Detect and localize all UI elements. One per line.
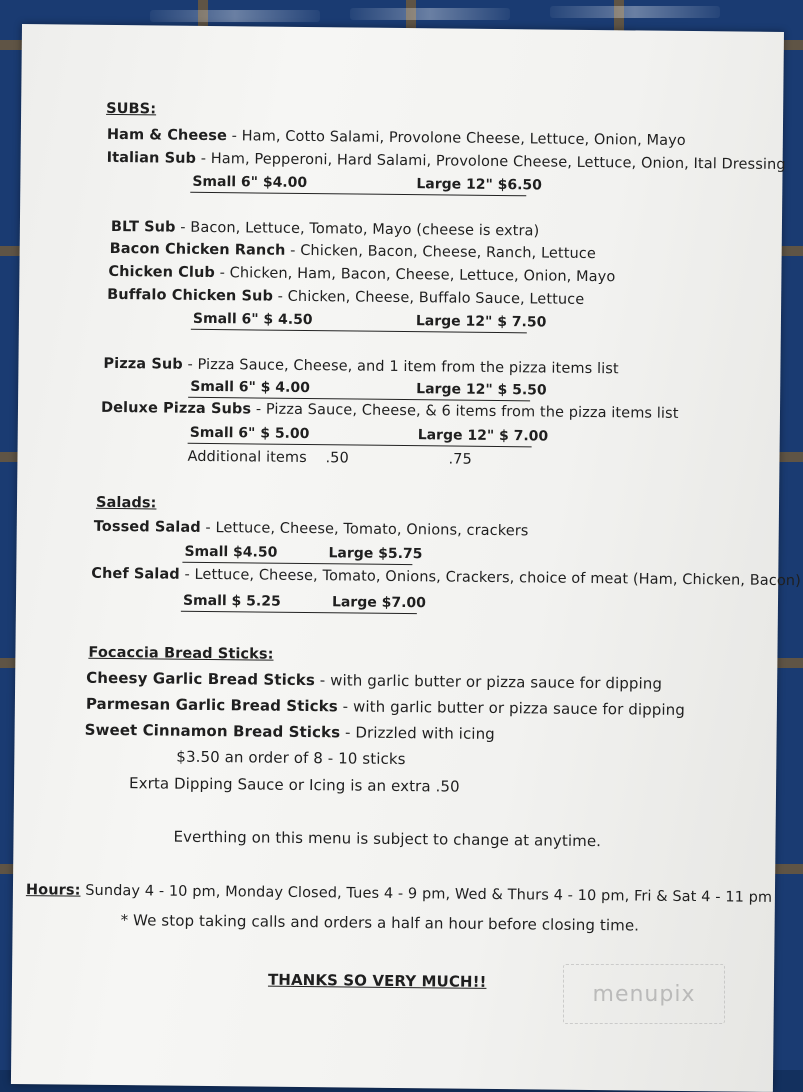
item-desc: - Lettuce, Cheese, Tomato, Onions, crackers [200,519,529,540]
item-name: Cheesy Garlic Bread Sticks [86,668,316,690]
additional-items-label: Additional items [187,448,307,467]
item-name: Italian Sub [106,149,197,167]
additional-small-price: .50 [325,450,349,467]
menu-item-parmesan-garlic [86,695,685,719]
bread-heading: Focaccia Bread Sticks: [88,644,274,663]
price-large: Large 12" $ 7.50 [415,313,547,331]
menu-paper [11,24,801,1092]
item-name: Buffalo Chicken Sub [107,286,274,305]
hours-text: Sunday 4 - 10 pm, Monday Closed, Tues 4 - 9 pm, Wed & Thurs 4 - 10 pm, Fri & Sat 4 - 11 pm [80,882,773,906]
hours-label: Hours: [25,882,81,899]
item-desc: - Lettuce, Cheese, Tomato, Onions, Crackers, choice of meat (Ham, Chicken, Bacon) [179,566,801,590]
item-name: BLT Sub [110,218,176,236]
price-row [182,543,423,565]
menu-item-blt-sub [111,219,540,239]
change-notice: Everthing on this menu is subject to change at anytime. [173,827,602,851]
menu-item-buffalo-chicken-sub [107,287,584,308]
item-name: Bacon Chicken Ranch [109,240,286,259]
item-name: Sweet Cinnamon Bread Sticks [84,720,341,742]
price-row [181,592,427,614]
item-name: Deluxe Pizza Subs [100,399,252,418]
item-desc: - Pizza Sauce, Cheese, and 1 item from the pizza items list [182,356,619,378]
item-desc: - with garlic butter or pizza sauce for dipping [337,697,685,719]
item-name: Parmesan Garlic Bread Sticks [85,694,338,716]
menu-item-pizza-sub [103,356,618,377]
item-desc: - Bacon, Lettuce, Tomato, Mayo (cheese is extra) [175,219,540,240]
price-small: Small 6" $ 5.00 [189,424,310,443]
salads-heading: Salads: [95,494,157,512]
price-small: Small $4.50 [184,543,278,561]
price-row [188,424,549,448]
tile-glare [350,8,510,20]
item-name: Tossed Salad [93,518,201,536]
item-desc: - with garlic butter or pizza sauce for dipping [314,671,663,693]
menu-item-tossed-salad [94,519,529,540]
price-large: Large 12" $ 7.00 [417,427,549,445]
subs-heading: SUBS: [106,100,157,118]
item-desc: - Chicken, Bacon, Cheese, Ranch, Lettuce [285,242,596,263]
thanks-message: THANKS SO VERY MUCH!! [267,970,487,991]
item-desc: - Ham, Cotto Salami, Provolone Cheese, Lettuce, Onion, Mayo [226,128,686,149]
item-desc: - Chicken, Cheese, Buffalo Sauce, Lettuce [272,288,585,308]
item-desc: - Chicken, Ham, Bacon, Cheese, Lettuce, Onion, Mayo [214,265,616,286]
tile-glare [550,6,720,18]
hours-note: * We stop taking calls and orders a half an hour before closing time. [120,911,640,935]
price-row [191,310,547,334]
item-name: Pizza Sub [103,355,183,373]
menu-item-chicken-club [108,264,615,285]
price-large: Large $5.75 [328,545,423,563]
menupix-watermark: menupix [563,964,725,1024]
price-row [190,173,543,197]
price-small: Small $ 5.25 [182,592,281,610]
item-desc: - Drizzled with icing [340,723,495,743]
item-desc: - Ham, Pepperoni, Hard Salami, Provolone Cheese, Lettuce, Onion, Ital Dressing [195,150,786,174]
item-desc: - Pizza Sauce, Cheese, & 6 items from the pizza items list [251,401,679,422]
bread-extra-note: Exrta Dipping Sauce or Icing is an extra .50 [128,774,460,796]
menu-item-deluxe-pizza-subs [101,400,679,422]
item-name: Chicken Club [108,263,216,282]
menu-item-ham-cheese [107,127,686,149]
menu-item-bacon-chicken-ranch [110,241,596,262]
price-large: Large 12" $6.50 [416,176,543,194]
hours-line [26,882,772,906]
item-name: Chef Salad [91,565,180,583]
price-small: Small 6" $4.00 [192,173,308,192]
menu-item-sweet-cinnamon [85,721,495,743]
menu-item-italian-sub [107,150,786,173]
menu-item-chef-salad [91,566,801,589]
price-row [188,378,547,402]
tile-glare [150,10,320,22]
price-large: Large 12" $ 5.50 [416,381,547,399]
bread-price: $3.50 an order of 8 - 10 sticks [176,747,406,769]
price-large: Large $7.00 [331,594,427,612]
price-small: Small 6" $ 4.00 [190,378,310,397]
additional-large-price: .75 [448,451,472,468]
price-small: Small 6" $ 4.50 [192,310,313,329]
item-name: Ham & Cheese [106,126,228,145]
menu-item-cheesy-garlic [86,669,662,693]
